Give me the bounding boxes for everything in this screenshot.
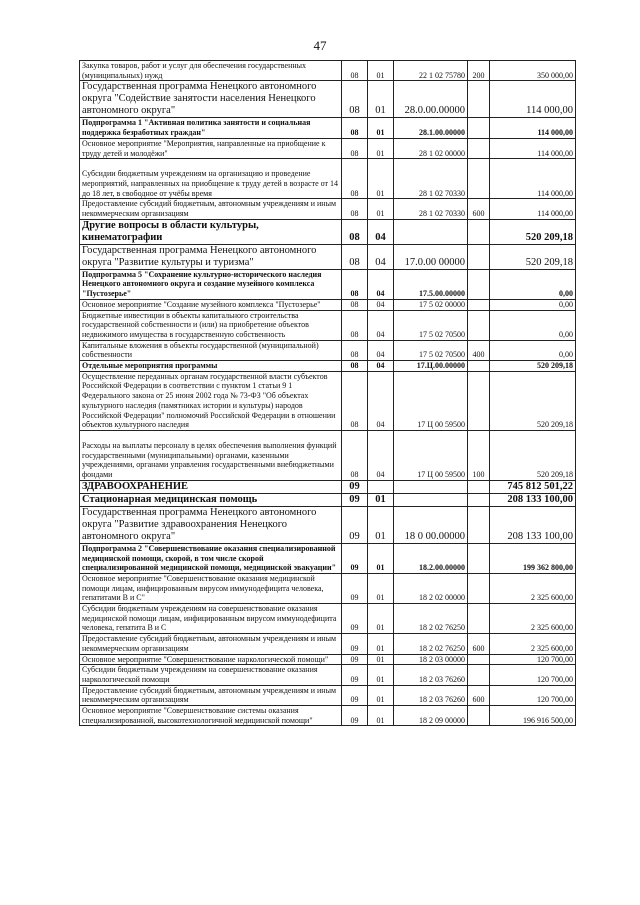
- section-code-cell: 08: [342, 299, 368, 310]
- target-article-cell: 18.2.00.00000: [394, 543, 468, 573]
- subsection-code-cell: 04: [368, 269, 394, 299]
- expense-type-cell: 100: [468, 430, 490, 480]
- expense-type-cell: [468, 665, 490, 685]
- target-article-cell: 28.0.00.00000: [394, 81, 468, 118]
- amount-cell: 2 325 600,00: [490, 573, 576, 603]
- target-article-cell: 18 2 02 76250: [394, 604, 468, 634]
- expense-type-cell: 600: [468, 634, 490, 654]
- section-code-cell: 08: [342, 81, 368, 118]
- section-code-cell: 09: [342, 654, 368, 665]
- table-row: [80, 506, 576, 543]
- target-article-cell: 18 2 03 76260: [394, 665, 468, 685]
- amount-cell: 520 209,18: [490, 430, 576, 480]
- expense-type-cell: [468, 81, 490, 118]
- row-name-cell: Другие вопросы в области культуры, кинематографии: [80, 219, 342, 244]
- amount-cell: 120 700,00: [490, 685, 576, 705]
- target-article-cell: 22 1 02 75780: [394, 61, 468, 81]
- table-row: [80, 706, 576, 726]
- table-row: [80, 159, 576, 199]
- subsection-code-cell: 04: [368, 219, 394, 244]
- table-row: [80, 244, 576, 269]
- amount-cell: 520 209,18: [490, 361, 576, 372]
- row-name-cell: Предоставление субсидий бюджетным, автономным учреждениям и иным некоммерческим организациям: [80, 685, 342, 705]
- row-name-cell: Основное мероприятие "Совершенствование системы оказания специализированной, высокотехнологичной медицинской помощи": [80, 706, 342, 726]
- subsection-code-cell: 01: [368, 159, 394, 199]
- target-article-cell: 17 5 02 00000: [394, 299, 468, 310]
- amount-cell: 2 325 600,00: [490, 604, 576, 634]
- table-row: [80, 219, 576, 244]
- subsection-code-cell: 04: [368, 310, 394, 340]
- table-row: [80, 685, 576, 705]
- table-row: [80, 269, 576, 299]
- row-name-cell: Отдельные мероприятия программы: [80, 361, 342, 372]
- subsection-code-cell: 01: [368, 573, 394, 603]
- row-name-cell: Основное мероприятие "Мероприятия, направленные на приобщение к труду детей и молодёжи": [80, 138, 342, 158]
- section-code-cell: 09: [342, 573, 368, 603]
- amount-cell: 196 916 500,00: [490, 706, 576, 726]
- amount-cell: 114 000,00: [490, 138, 576, 158]
- expense-type-cell: [468, 138, 490, 158]
- amount-cell: 120 700,00: [490, 654, 576, 665]
- subsection-code-cell: 04: [368, 430, 394, 480]
- amount-cell: 0,00: [490, 269, 576, 299]
- target-article-cell: 28 1 02 00000: [394, 138, 468, 158]
- amount-cell: 114 000,00: [490, 199, 576, 219]
- amount-cell: 745 812 501,22: [490, 480, 576, 493]
- target-article-cell: 17.0.00 00000: [394, 244, 468, 269]
- target-article-cell: 17 Ц 00 59500: [394, 430, 468, 480]
- row-name-cell: Закупка товаров, работ и услуг для обеспечения государственных (муниципальных) нужд: [80, 61, 342, 81]
- target-article-cell: [394, 219, 468, 244]
- target-article-cell: [394, 493, 468, 506]
- expense-type-cell: [468, 480, 490, 493]
- amount-cell: 0,00: [490, 299, 576, 310]
- table-row: [80, 371, 576, 430]
- expense-type-cell: [468, 118, 490, 138]
- section-code-cell: 08: [342, 219, 368, 244]
- expense-type-cell: [468, 543, 490, 573]
- budget-table-body: [80, 61, 576, 726]
- expense-type-cell: [468, 299, 490, 310]
- subsection-code-cell: 04: [368, 361, 394, 372]
- target-article-cell: 17 5 02 70500: [394, 310, 468, 340]
- row-name-cell: Основное мероприятие "Создание музейного комплекса "Пустозерье": [80, 299, 342, 310]
- subsection-code-cell: 01: [368, 61, 394, 81]
- section-code-cell: 08: [342, 159, 368, 199]
- section-code-cell: 09: [342, 604, 368, 634]
- subsection-code-cell: 04: [368, 299, 394, 310]
- target-article-cell: 28 1 02 70330: [394, 159, 468, 199]
- section-code-cell: 08: [342, 340, 368, 360]
- row-name-cell: Бюджетные инвестиции в объекты капитального строительства государственной собственности и (или) на приобретение объектов недвижимого имущества в государственную собственность: [80, 310, 342, 340]
- budget-table: [79, 60, 576, 726]
- row-name-cell: ЗДРАВООХРАНЕНИЕ: [80, 480, 342, 493]
- amount-cell: 208 133 100,00: [490, 493, 576, 506]
- subsection-code-cell: 01: [368, 506, 394, 543]
- subsection-code-cell: 01: [368, 634, 394, 654]
- section-code-cell: 08: [342, 430, 368, 480]
- row-name-cell: Субсидии бюджетным учреждениям на совершенствование оказания медицинской помощи лицам, инфицированным вирусом иммунодефицита человека, гепатита В и С: [80, 604, 342, 634]
- subsection-code-cell: 01: [368, 199, 394, 219]
- section-code-cell: 09: [342, 480, 368, 493]
- amount-cell: 520 209,18: [490, 244, 576, 269]
- table-row: [80, 299, 576, 310]
- amount-cell: 114 000,00: [490, 81, 576, 118]
- section-code-cell: 08: [342, 138, 368, 158]
- amount-cell: 520 209,18: [490, 371, 576, 430]
- subsection-code-cell: 01: [368, 665, 394, 685]
- row-name-cell: Предоставление субсидий бюджетным, автономным учреждениям и иным некоммерческим организациям: [80, 199, 342, 219]
- row-name-cell: Основное мероприятие "Совершенствование оказания медицинской помощи лицам, инфицированным вирусом иммунодефицита человека, гепатитами В и С": [80, 573, 342, 603]
- section-code-cell: 08: [342, 310, 368, 340]
- table-row: [80, 310, 576, 340]
- subsection-code-cell: 01: [368, 706, 394, 726]
- subsection-code-cell: 04: [368, 371, 394, 430]
- expense-type-cell: [468, 604, 490, 634]
- section-code-cell: 08: [342, 244, 368, 269]
- target-article-cell: 18 2 02 00000: [394, 573, 468, 603]
- target-article-cell: 18 2 02 76250: [394, 634, 468, 654]
- table-row: [80, 634, 576, 654]
- row-name-cell: Подпрограмма 2 "Совершенствование оказания специализированной медицинской помощи, скорой, в том числе скорой специализированной медицинской помощи, медицинской эвакуации": [80, 543, 342, 573]
- amount-cell: 120 700,00: [490, 665, 576, 685]
- expense-type-cell: [468, 493, 490, 506]
- amount-cell: 114 000,00: [490, 159, 576, 199]
- row-name-cell: Предоставление субсидий бюджетным, автономным учреждениям и иным некоммерческим организациям: [80, 634, 342, 654]
- subsection-code-cell: 01: [368, 493, 394, 506]
- subsection-code-cell: 01: [368, 138, 394, 158]
- row-name-cell: Стационарная медицинская помощь: [80, 493, 342, 506]
- row-name-cell: Осуществление переданных органам государственной власти субъектов Российской Федерации в соответствии с пунктом 1 статьи 9 1 Федерального закона от 25 июня 2002 года № 73-ФЗ "Об объектах культурного наследия (памятниках истории и культуры) народов Российской Федерации" полномочий Российской Федерации в отношении объектов культурного наследия: [80, 371, 342, 430]
- subsection-code-cell: [368, 480, 394, 493]
- table-row: [80, 199, 576, 219]
- table-row: [80, 543, 576, 573]
- subsection-code-cell: 01: [368, 543, 394, 573]
- section-code-cell: 09: [342, 543, 368, 573]
- expense-type-cell: [468, 654, 490, 665]
- section-code-cell: 09: [342, 665, 368, 685]
- target-article-cell: 18 0 00.00000: [394, 506, 468, 543]
- subsection-code-cell: 01: [368, 118, 394, 138]
- table-row: [80, 573, 576, 603]
- amount-cell: 2 325 600,00: [490, 634, 576, 654]
- expense-type-cell: 600: [468, 199, 490, 219]
- section-code-cell: 08: [342, 371, 368, 430]
- section-code-cell: 09: [342, 506, 368, 543]
- amount-cell: 208 133 100,00: [490, 506, 576, 543]
- table-row: [80, 665, 576, 685]
- target-article-cell: 17.Ц.00.00000: [394, 361, 468, 372]
- table-row: [80, 654, 576, 665]
- table-row: [80, 81, 576, 118]
- section-code-cell: 08: [342, 199, 368, 219]
- row-name-cell: Субсидии бюджетным учреждениям на совершенствование оказания наркологической помощи: [80, 665, 342, 685]
- expense-type-cell: [468, 219, 490, 244]
- target-article-cell: [394, 480, 468, 493]
- expense-type-cell: [468, 706, 490, 726]
- page-number: 47: [313, 38, 327, 53]
- table-row: [80, 480, 576, 493]
- expense-type-cell: [468, 361, 490, 372]
- amount-cell: 114 000,00: [490, 118, 576, 138]
- expense-type-cell: 600: [468, 685, 490, 705]
- amount-cell: 0,00: [490, 310, 576, 340]
- section-code-cell: 08: [342, 118, 368, 138]
- row-name-cell: Подпрограмма 1 "Активная политика занятости и социальная поддержка безработных граждан": [80, 118, 342, 138]
- subsection-code-cell: 01: [368, 654, 394, 665]
- subsection-code-cell: 04: [368, 340, 394, 360]
- row-name-cell: Государственная программа Ненецкого автономного округа "Содействие занятости населения Ненецкого автономного округа": [80, 81, 342, 118]
- target-article-cell: 17.5.00.00000: [394, 269, 468, 299]
- subsection-code-cell: 01: [368, 604, 394, 634]
- row-name-cell: Государственная программа Ненецкого автономного округа "Развитие здравоохранения Ненецкого автономного округа": [80, 506, 342, 543]
- subsection-code-cell: 01: [368, 81, 394, 118]
- target-article-cell: 17 Ц 00 59500: [394, 371, 468, 430]
- row-name-cell: Расходы на выплаты персоналу в целях обеспечения выполнения функций государственными (муниципальными) органами, казенными учреждениями, органами управления государственными внебюджетными фондами: [80, 430, 342, 480]
- section-code-cell: 08: [342, 361, 368, 372]
- row-name-cell: Субсидии бюджетным учреждениям на организацию и проведение мероприятий, направленных на приобщение к труду детей в возрасте от 14 до 18 лет, в свободное от учёбы время: [80, 159, 342, 199]
- amount-cell: 0,00: [490, 340, 576, 360]
- expense-type-cell: [468, 269, 490, 299]
- table-row: [80, 430, 576, 480]
- expense-type-cell: 400: [468, 340, 490, 360]
- expense-type-cell: 200: [468, 61, 490, 81]
- target-article-cell: 18 2 03 00000: [394, 654, 468, 665]
- row-name-cell: Подпрограмма 5 "Сохранение культурно-исторического наследия Ненецкого автономного округа и создание музейного комплекса "Пустозерье": [80, 269, 342, 299]
- expense-type-cell: [468, 506, 490, 543]
- target-article-cell: 18 2 09 00000: [394, 706, 468, 726]
- amount-cell: 520 209,18: [490, 219, 576, 244]
- table-row: [80, 138, 576, 158]
- table-row: [80, 361, 576, 372]
- table-row: [80, 493, 576, 506]
- expense-type-cell: [468, 371, 490, 430]
- amount-cell: 199 362 800,00: [490, 543, 576, 573]
- section-code-cell: 09: [342, 634, 368, 654]
- expense-type-cell: [468, 244, 490, 269]
- table-row: [80, 118, 576, 138]
- section-code-cell: 08: [342, 61, 368, 81]
- expense-type-cell: [468, 310, 490, 340]
- row-name-cell: Основное мероприятие "Совершенствование наркологической помощи": [80, 654, 342, 665]
- table-row: [80, 340, 576, 360]
- section-code-cell: 09: [342, 706, 368, 726]
- expense-type-cell: [468, 573, 490, 603]
- target-article-cell: 18 2 03 76260: [394, 685, 468, 705]
- target-article-cell: 28 1 02 70330: [394, 199, 468, 219]
- target-article-cell: 28.1.00.00000: [394, 118, 468, 138]
- amount-cell: 350 000,00: [490, 61, 576, 81]
- section-code-cell: 09: [342, 493, 368, 506]
- row-name-cell: Государственная программа Ненецкого автономного округа "Развитие культуры и туризма": [80, 244, 342, 269]
- table-row: [80, 61, 576, 81]
- row-name-cell: Капитальные вложения в объекты государственной (муниципальной) собственности: [80, 340, 342, 360]
- subsection-code-cell: 04: [368, 244, 394, 269]
- subsection-code-cell: 01: [368, 685, 394, 705]
- section-code-cell: 08: [342, 269, 368, 299]
- section-code-cell: 09: [342, 685, 368, 705]
- target-article-cell: 17 5 02 70500: [394, 340, 468, 360]
- table-row: [80, 604, 576, 634]
- expense-type-cell: [468, 159, 490, 199]
